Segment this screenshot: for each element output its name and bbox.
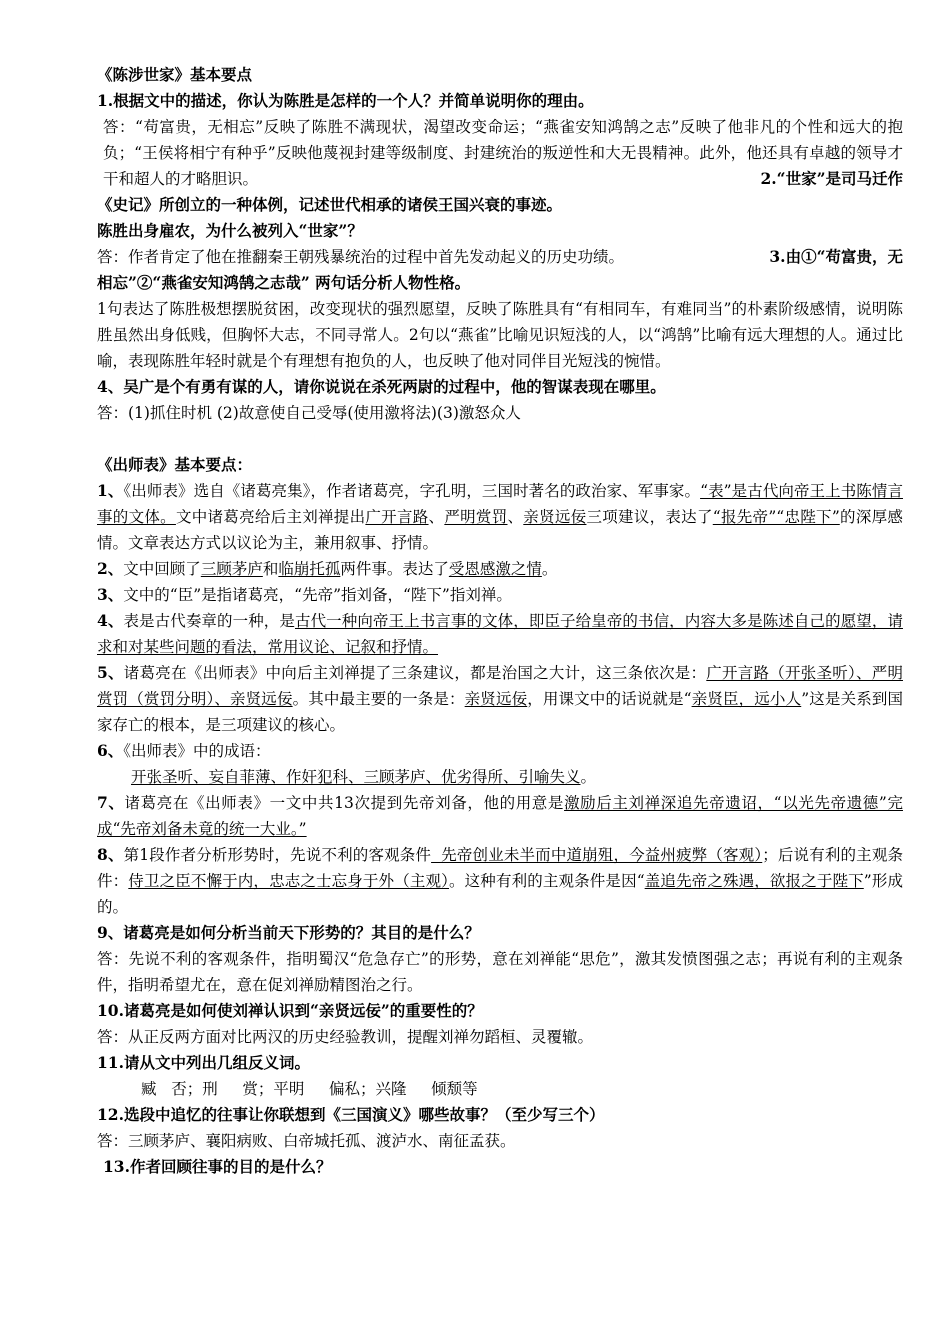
answer-1: 答：“苟富贵，无相忘”反映了陈胜不满现状，渴望改变命运；“燕雀安知鸿鹄之志”反映了他非凡的个性和远大的抱负；“王侯将相宁有种乎”反映他蔑视封建等级制度、封建统治的叛逆性和大无畏精神。此外，他还具有卓越的领导才干和超人的才略胆识。 2.“世家”是司马迁作 xyxy=(97,114,903,192)
answer-2: 答：作者肯定了他在推翻秦王朝残暴统治的过程中首先发动起义的历史功绩。 3.由①“苟富贵，无 xyxy=(97,244,903,270)
answer-10: 答：从正反两方面对比两汉的历史经验教训，提醒刘禅勿蹈桓、灵覆辙。 xyxy=(97,1028,594,1046)
question-13: 13.作者回顾往事的目的是什么？ xyxy=(103,1157,332,1176)
point-6: 6、《出师表》中的成语： xyxy=(97,741,271,760)
question-2-end: 陈胜出身雇农，为什么被列入“世家”？ xyxy=(97,221,363,240)
question-3-start: 3.由①“苟富贵，无 xyxy=(769,247,903,266)
point-3: 3、文中的“臣”是指诸葛亮，“先帝”指刘备，“陛下”指刘禅。 xyxy=(97,585,512,604)
answer-12: 答：三顾茅庐、襄阳病败、白帝城托孤、渡泸水、南征孟获。 xyxy=(97,1132,516,1150)
answer-11: 臧 否；刑 赏；平明 偏私；兴隆 倾颓等 xyxy=(141,1080,478,1098)
point-6-idioms: 开张圣听、妄自菲薄、作奸犯科、三顾茅庐、优劣得所、引喻失义。 xyxy=(131,768,597,786)
question-3-cont: 相忘”②“燕雀安知鸿鹄之志哉” 两句话分析人物性格。 xyxy=(97,273,471,292)
point-5: 5、诸葛亮在《出师表》中向后主刘禅提了三条建议，都是治国之大计，这三条依次是：广开言路（开张圣听）、严明赏罚（赏罚分明）、亲贤远佞。其中最主要的一条是：亲贤远佞，用课文中的话说就是“亲贤臣，远小人”这是关系到国家存亡的根本，是三项建议的核心。 xyxy=(97,663,903,734)
point-4: 4、表是古代奏章的一种，是古代一种向帝王上书言事的文体，即臣子给皇帝的书信，内容大多是陈述自己的愿望，请求和对某些问题的看法，常用议论、记叙和抒情。 xyxy=(97,611,903,656)
answer-3: 1句表达了陈胜极想摆脱贫困，改变现状的强烈愿望，反映了陈胜具有“有相同车，有难同当”的朴素阶级感情，说明陈胜虽然出身低贱，但胸怀大志，不同寻常人。2句以“燕雀”比喻见识短浅的人，以“鸿鹄”比喻有远大理想的人。通过比喻，表现陈胜年轻时就是个有理想有抱负的人，也反映了他对同伴目光短浅的惋惜。 xyxy=(97,300,903,370)
section-gap xyxy=(97,426,903,452)
question-2-start: 2.“世家”是司马迁作 xyxy=(760,169,903,188)
question-11: 11.请从文中列出几组反义词。 xyxy=(97,1053,310,1072)
section-title-chenshe: 《陈涉世家》基本要点 xyxy=(97,65,253,84)
question-1: 1.根据文中的描述，你认为陈胜是怎样的一个人？并简单说明你的理由。 xyxy=(97,91,594,110)
document-page xyxy=(97,62,903,1180)
point-7: 7、诸葛亮在《出师表》一文中共13次提到先帝刘备，他的用意是激励后主刘禅深追先帝遗诏，“以光先帝遗德”完成“先帝刘备未竟的统一大业。” xyxy=(97,793,903,838)
point-8: 8、第1段作者分析形势时，先说不利的客观条件 先帝创业未半而中道崩殂，今益州疲弊（客观）；后说有利的主观条件：侍卫之臣不懈于内，忠志之士忘身于外（主观）。这种有利的主观条件是因“盖追先帝之殊遇，欲报之于陛下”形成的。 xyxy=(97,845,903,916)
question-12: 12.选段中追忆的往事让你联想到《三国演义》哪些故事？（至少写三个） xyxy=(97,1105,605,1124)
question-2-cont: 《史记》所创立的一种体例，记述世代相承的诸侯王国兴衰的事迹。 xyxy=(97,195,563,214)
answer-9: 答：先说不利的客观条件，指明蜀汉“危急存亡”的形势，意在刘禅能“思危”，激其发愤图强之志；再说有利的主观条件，指明希望尤在，意在促刘禅励精图治之行。 xyxy=(97,950,903,994)
question-4: 4、吴广是个有勇有谋的人，请你说说在杀死两尉的过程中，他的智谋表现在哪里。 xyxy=(97,377,666,396)
section-title-chushibiao: 《出师表》基本要点： xyxy=(97,455,253,474)
answer-4: 答：(1)抓住时机 (2)故意使自己受辱(使用激将法)(3)激怒众人 xyxy=(97,404,521,422)
question-10: 10.诸葛亮是如何使刘禅认识到“亲贤远佞”的重要性的？ xyxy=(97,1001,483,1020)
point-2: 2、文中回顾了三顾茅庐和临崩托孤两件事。表达了受恩感激之情。 xyxy=(97,559,558,578)
question-9: 9、诸葛亮是如何分析当前天下形势的？其目的是什么？ xyxy=(97,923,480,942)
point-1: 1、《出师表》选自《诸葛亮集》，作者诸葛亮，字孔明，三国时著名的政治家、军事家。“表”是古代向帝王上书陈情言事的文体。文中诸葛亮给后主刘禅提出广开言路、严明赏罚、亲贤远佞三项建议，表达了“报先帝”“忠陛下”的深厚感情。文章表达方式以议论为主，兼用叙事、抒情。 xyxy=(97,481,903,552)
